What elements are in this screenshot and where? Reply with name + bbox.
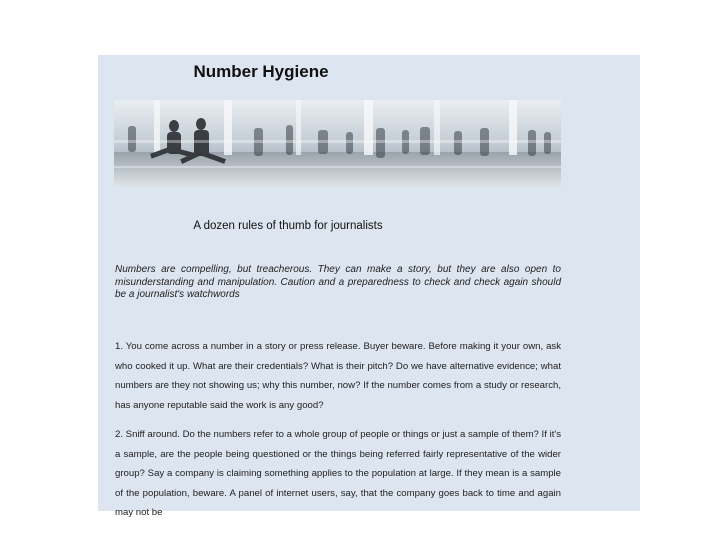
intro-paragraph: Numbers are compelling, but treacherous. They can make a story, but they are also open to misunderstanding and manipulation. Caution and a preparedness to check and check again should be a journalist's watchwords <box>115 264 561 300</box>
page-subtitle: A dozen rules of thumb for journalists <box>193 220 383 232</box>
banner-photo <box>114 100 561 187</box>
document-panel <box>98 55 640 518</box>
page-title: Number Hygiene <box>193 62 329 81</box>
rule-paragraph-2: 2. Sniff around. Do the numbers refer to a whole group of people or things or just a sample of them? If it's a sample, are the people being questioned or the things being referred fairly representative of the wider group? Say a company is claiming something applies to the population at large. If they mean is a sample of the population, beware. A panel of internet users, say, that the company goes back to time and again may not be <box>115 429 561 518</box>
rule-paragraph-1: 1. You come across a number in a story or press release. Buyer beware. Before making it your own, ask who cooked it up. What are their credentials? What is their pitch? Do we have alternative evidence; what numbers are they not showing us; why this number, now? If the number comes from a study or research, has anyone reputable said the work is any good? <box>115 341 561 411</box>
commuters-image <box>114 100 561 187</box>
